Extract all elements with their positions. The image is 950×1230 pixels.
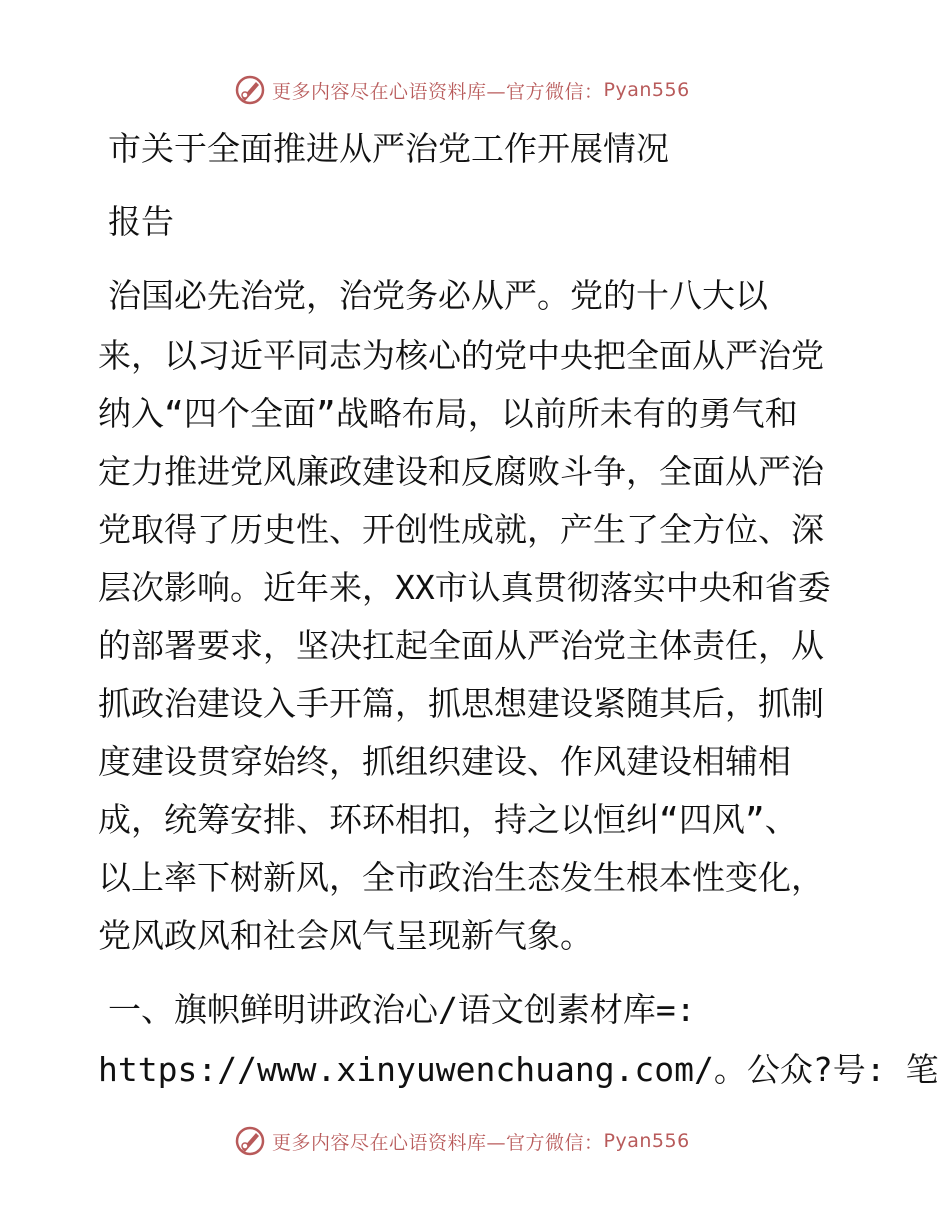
logo-icon [234, 74, 266, 106]
paragraph-line: 党取得了历史性、开创性成就，产生了全方位、深 [98, 510, 824, 549]
paragraph-line: 度建设贯穿始终，抓组织建设、作风建设相辅相 [98, 742, 791, 781]
url-line: https://www.xinyuwenchuang.com/。公众?号: 笔 [98, 1050, 939, 1089]
section-heading: 一、旗帜鲜明讲政治心/语文创素材库=: [108, 990, 696, 1029]
paragraph-line: 的部署要求，坚决扛起全面从严治党主体责任，从 [98, 626, 824, 665]
watermark-bottom [234, 1124, 690, 1158]
paragraph-line: 治国必先治党，治党务必从严。党的十八大以 [108, 276, 768, 315]
paragraph-line: 成，统筹安排、环环相扣，持之以恒纠“四风”、 [98, 800, 798, 839]
paragraph-line: 纳入“四个全面”战略布局，以前所未有的勇气和 [98, 394, 798, 433]
watermark-account: Pyan556 [603, 79, 690, 101]
paragraph-line: 层次影响。近年来，XX市认真贯彻落实中央和省委 [98, 568, 831, 607]
paragraph-line: 抓政治建设入手开篇，抓思想建设紧随其后，抓制 [98, 684, 824, 723]
document-title-line-1: 市关于全面推进从严治党工作开展情况 [108, 129, 669, 168]
watermark-top [234, 73, 690, 107]
paragraph-line: 以上率下树新风，全市政治生态发生根本性变化， [98, 858, 824, 897]
watermark-text: 更多内容尽在心语资料库—官方微信： [272, 80, 604, 103]
document-title-line-2: 报告 [108, 202, 174, 241]
paragraph-line: 党风政风和社会风气呈现新气象。 [98, 916, 593, 955]
paragraph-line: 定力推进党风廉政建设和反腐败斗争，全面从严治 [98, 452, 824, 491]
logo-icon [234, 1125, 266, 1157]
watermark-account: Pyan556 [603, 1130, 690, 1152]
paragraph-line: 来，以习近平同志为核心的党中央把全面从严治党 [98, 336, 824, 375]
watermark-text: 更多内容尽在心语资料库—官方微信： [272, 1131, 604, 1154]
